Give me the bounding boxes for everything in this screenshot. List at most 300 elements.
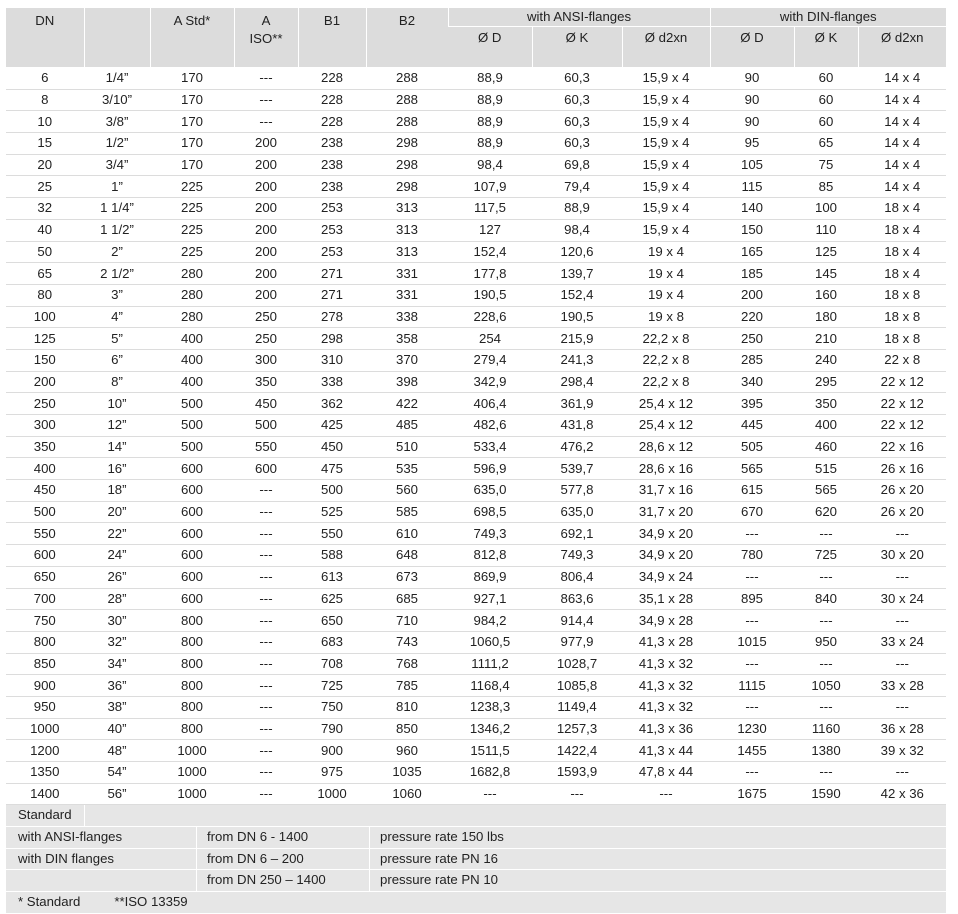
cell-din-k: 1380 (794, 740, 858, 762)
cell-din-d2xn: 18 x 4 (858, 219, 946, 241)
cell-ansi-d: 88,9 (448, 89, 532, 111)
cell-din-d: 1675 (710, 783, 794, 805)
cell-din-d2xn: 26 x 20 (858, 501, 946, 523)
cell-din-d2xn: 22 x 12 (858, 393, 946, 415)
cell-din-d: --- (710, 610, 794, 632)
table-row (6, 306, 946, 328)
table-row (6, 762, 946, 784)
cell-din-d: 165 (710, 241, 794, 263)
cell-din-k: --- (794, 610, 858, 632)
cell-din-k: 950 (794, 631, 858, 653)
cell-inch: 20” (84, 501, 150, 523)
cell-dn: 550 (6, 523, 84, 545)
cell-a-iso: --- (234, 653, 298, 675)
cell-b2: 850 (366, 718, 448, 740)
cell-b1: 253 (298, 198, 366, 220)
cell-din-k: 620 (794, 501, 858, 523)
cell-a-std: 600 (150, 458, 234, 480)
cell-a-iso: 250 (234, 328, 298, 350)
cell-b1: 362 (298, 393, 366, 415)
cell-a-iso: 200 (234, 284, 298, 306)
cell-din-d2xn: 14 x 4 (858, 111, 946, 133)
cell-ansi-d2xn: 19 x 4 (622, 263, 710, 285)
cell-a-iso: --- (234, 68, 298, 90)
cell-dn: 250 (6, 393, 84, 415)
cell-a-iso: 200 (234, 154, 298, 176)
cell-b2: 1035 (366, 762, 448, 784)
cell-din-k: 180 (794, 306, 858, 328)
cell-din-d2xn: 18 x 4 (858, 263, 946, 285)
cell-din-d: --- (710, 696, 794, 718)
cell-b1: 310 (298, 349, 366, 371)
cell-a-std: 1000 (150, 740, 234, 762)
table-row (6, 371, 946, 393)
cell-din-k: 725 (794, 545, 858, 567)
table-row (6, 241, 946, 263)
cell-din-d2xn: 14 x 4 (858, 176, 946, 198)
table-row (6, 349, 946, 371)
cell-din-k: 60 (794, 111, 858, 133)
cell-din-d: 220 (710, 306, 794, 328)
footer-ansi-pressure: pressure rate 150 lbs (369, 827, 946, 848)
cell-b1: 975 (298, 762, 366, 784)
cell-a-iso: 200 (234, 241, 298, 263)
cell-inch: 56” (84, 783, 150, 805)
cell-b1: 278 (298, 306, 366, 328)
cell-b2: 768 (366, 653, 448, 675)
header-b1: B1 (298, 8, 366, 68)
cell-ansi-k: 60,3 (532, 68, 622, 90)
cell-inch: 48” (84, 740, 150, 762)
table-body (6, 68, 946, 805)
cell-ansi-k: 60,3 (532, 89, 622, 111)
cell-a-std: 170 (150, 89, 234, 111)
table-row (6, 154, 946, 176)
cell-din-d: --- (710, 566, 794, 588)
header-ansi-k: Ø K (532, 27, 622, 68)
cell-din-k: 460 (794, 436, 858, 458)
cell-ansi-k: 749,3 (532, 545, 622, 567)
cell-ansi-d2xn: 22,2 x 8 (622, 328, 710, 350)
cell-a-std: 1000 (150, 783, 234, 805)
cell-b1: 588 (298, 545, 366, 567)
cell-b2: 810 (366, 696, 448, 718)
cell-ansi-k: 139,7 (532, 263, 622, 285)
cell-din-k: --- (794, 523, 858, 545)
cell-a-std: 800 (150, 718, 234, 740)
cell-din-d: 150 (710, 219, 794, 241)
cell-ansi-d: 1346,2 (448, 718, 532, 740)
cell-inch: 18” (84, 480, 150, 502)
cell-ansi-d: 635,0 (448, 480, 532, 502)
cell-b2: 288 (366, 111, 448, 133)
cell-ansi-d2xn: 15,9 x 4 (622, 154, 710, 176)
cell-ansi-d2xn: 41,3 x 32 (622, 653, 710, 675)
cell-a-std: 800 (150, 675, 234, 697)
cell-din-k: 295 (794, 371, 858, 393)
cell-din-d2xn: 18 x 8 (858, 284, 946, 306)
cell-dn: 950 (6, 696, 84, 718)
cell-b1: 228 (298, 68, 366, 90)
cell-inch: 3” (84, 284, 150, 306)
cell-ansi-d2xn: 31,7 x 20 (622, 501, 710, 523)
cell-inch: 34” (84, 653, 150, 675)
cell-ansi-k: 98,4 (532, 219, 622, 241)
cell-dn: 1400 (6, 783, 84, 805)
table-row (6, 675, 946, 697)
cell-din-d2xn: 26 x 16 (858, 458, 946, 480)
cell-ansi-d: 279,4 (448, 349, 532, 371)
cell-ansi-d2xn: 15,9 x 4 (622, 219, 710, 241)
cell-a-std: 400 (150, 371, 234, 393)
cell-dn: 750 (6, 610, 84, 632)
table-row (6, 501, 946, 523)
cell-ansi-d: 107,9 (448, 176, 532, 198)
cell-a-std: 280 (150, 306, 234, 328)
cell-ansi-k: 1028,7 (532, 653, 622, 675)
cell-b1: 750 (298, 696, 366, 718)
cell-ansi-k: --- (532, 783, 622, 805)
cell-b2: 398 (366, 371, 448, 393)
cell-ansi-d2xn: 28,6 x 12 (622, 436, 710, 458)
cell-din-d: 90 (710, 68, 794, 90)
cell-b2: 710 (366, 610, 448, 632)
cell-b1: 253 (298, 241, 366, 263)
footer-standard-spacer (84, 805, 946, 826)
cell-ansi-d2xn: 28,6 x 16 (622, 458, 710, 480)
cell-din-k: 125 (794, 241, 858, 263)
cell-din-d: 1230 (710, 718, 794, 740)
cell-b2: 673 (366, 566, 448, 588)
cell-din-d2xn: 22 x 8 (858, 349, 946, 371)
table-row (6, 219, 946, 241)
cell-din-d2xn: 18 x 4 (858, 198, 946, 220)
header-ansi-group: with ANSI-flanges (448, 8, 710, 27)
cell-ansi-k: 120,6 (532, 241, 622, 263)
cell-b2: 313 (366, 198, 448, 220)
cell-ansi-k: 577,8 (532, 480, 622, 502)
footer-din-label: with DIN flanges (18, 850, 115, 866)
cell-ansi-d2xn: 41,3 x 36 (622, 718, 710, 740)
cell-din-k: --- (794, 653, 858, 675)
cell-inch: 54” (84, 762, 150, 784)
cell-din-d2xn: 18 x 8 (858, 306, 946, 328)
cell-a-std: 600 (150, 523, 234, 545)
cell-ansi-d: 1682,8 (448, 762, 532, 784)
cell-b2: 331 (366, 284, 448, 306)
cell-din-d: 1015 (710, 631, 794, 653)
cell-dn: 600 (6, 545, 84, 567)
cell-b1: 425 (298, 415, 366, 437)
table-row (6, 415, 946, 437)
cell-inch: 3/10” (84, 89, 150, 111)
cell-din-d: 615 (710, 480, 794, 502)
table-row (6, 89, 946, 111)
cell-ansi-d: 98,4 (448, 154, 532, 176)
cell-b2: 298 (366, 176, 448, 198)
cell-din-d: 505 (710, 436, 794, 458)
cell-b2: 288 (366, 89, 448, 111)
cell-b1: 228 (298, 111, 366, 133)
cell-a-std: 1000 (150, 762, 234, 784)
cell-ansi-d: 406,4 (448, 393, 532, 415)
table-row (6, 610, 946, 632)
cell-b1: 338 (298, 371, 366, 393)
cell-b1: 271 (298, 284, 366, 306)
cell-din-k: 240 (794, 349, 858, 371)
cell-din-d2xn: 30 x 20 (858, 545, 946, 567)
cell-inch: 38” (84, 696, 150, 718)
cell-ansi-d2xn: 22,2 x 8 (622, 349, 710, 371)
cell-ansi-k: 1085,8 (532, 675, 622, 697)
cell-din-d: 1455 (710, 740, 794, 762)
cell-inch: 24” (84, 545, 150, 567)
cell-inch: 1/4” (84, 68, 150, 90)
cell-din-k: 145 (794, 263, 858, 285)
dimension-table-container (6, 8, 946, 914)
cell-a-std: 225 (150, 241, 234, 263)
cell-ansi-d: 177,8 (448, 263, 532, 285)
cell-a-iso: 300 (234, 349, 298, 371)
cell-ansi-d2xn: 47,8 x 44 (622, 762, 710, 784)
table-row (6, 436, 946, 458)
cell-ansi-d2xn: 25,4 x 12 (622, 393, 710, 415)
table-row (6, 696, 946, 718)
cell-inch: 1/2” (84, 133, 150, 155)
cell-b2: 785 (366, 675, 448, 697)
table-header (6, 8, 946, 68)
cell-inch: 30” (84, 610, 150, 632)
cell-ansi-d2xn: 19 x 4 (622, 284, 710, 306)
table-row (6, 653, 946, 675)
cell-a-std: 170 (150, 68, 234, 90)
cell-din-d2xn: 39 x 32 (858, 740, 946, 762)
cell-a-std: 800 (150, 696, 234, 718)
cell-a-std: 600 (150, 545, 234, 567)
cell-ansi-d: 1511,5 (448, 740, 532, 762)
footer-ansi-row (6, 827, 946, 849)
cell-din-d2xn: --- (858, 696, 946, 718)
cell-dn: 1200 (6, 740, 84, 762)
cell-a-iso: --- (234, 545, 298, 567)
cell-a-std: 600 (150, 588, 234, 610)
cell-a-iso: --- (234, 89, 298, 111)
cell-b2: 298 (366, 154, 448, 176)
cell-a-iso: --- (234, 718, 298, 740)
cell-a-iso: 200 (234, 176, 298, 198)
cell-b2: 585 (366, 501, 448, 523)
cell-din-d2xn: 18 x 8 (858, 328, 946, 350)
cell-din-d2xn: --- (858, 566, 946, 588)
cell-din-d2xn: --- (858, 762, 946, 784)
cell-b2: 298 (366, 133, 448, 155)
cell-ansi-k: 806,4 (532, 566, 622, 588)
cell-b2: 560 (366, 480, 448, 502)
cell-din-d2xn: 33 x 24 (858, 631, 946, 653)
footnote-standard: * Standard (18, 894, 81, 910)
header-a-iso: A ISO** (234, 8, 298, 68)
table-row (6, 176, 946, 198)
footnote-iso: **ISO 13359 (114, 894, 188, 910)
cell-inch: 28” (84, 588, 150, 610)
cell-ansi-d2xn: 19 x 8 (622, 306, 710, 328)
cell-ansi-d: 482,6 (448, 415, 532, 437)
table-row (6, 631, 946, 653)
cell-a-std: 170 (150, 133, 234, 155)
cell-ansi-k: 88,9 (532, 198, 622, 220)
header-ansi-d: Ø D (448, 27, 532, 68)
cell-din-d2xn: 14 x 4 (858, 154, 946, 176)
cell-ansi-k: 79,4 (532, 176, 622, 198)
cell-din-d: 250 (710, 328, 794, 350)
cell-ansi-k: 1257,3 (532, 718, 622, 740)
cell-ansi-d: 749,3 (448, 523, 532, 545)
cell-a-std: 170 (150, 111, 234, 133)
cell-b1: 1000 (298, 783, 366, 805)
cell-din-d2xn: 14 x 4 (858, 68, 946, 90)
table-row (6, 111, 946, 133)
cell-ansi-d2xn: 34,9 x 28 (622, 610, 710, 632)
cell-ansi-d2xn: 15,9 x 4 (622, 133, 710, 155)
cell-b1: 625 (298, 588, 366, 610)
cell-din-k: 565 (794, 480, 858, 502)
cell-a-iso: --- (234, 783, 298, 805)
cell-ansi-d2xn: 41,3 x 32 (622, 675, 710, 697)
cell-din-k: 100 (794, 198, 858, 220)
cell-b1: 683 (298, 631, 366, 653)
cell-ansi-d: 927,1 (448, 588, 532, 610)
cell-b2: 685 (366, 588, 448, 610)
cell-a-iso: 550 (234, 436, 298, 458)
cell-a-std: 600 (150, 501, 234, 523)
cell-din-d2xn: --- (858, 653, 946, 675)
header-b2: B2 (366, 8, 448, 68)
cell-inch: 4” (84, 306, 150, 328)
cell-din-d2xn: 26 x 20 (858, 480, 946, 502)
cell-din-d2xn: 33 x 28 (858, 675, 946, 697)
cell-din-d2xn: 42 x 36 (858, 783, 946, 805)
cell-ansi-k: 241,3 (532, 349, 622, 371)
header-din-group: with DIN-flanges (710, 8, 946, 27)
cell-ansi-d2xn: 15,9 x 4 (622, 89, 710, 111)
cell-din-d: --- (710, 523, 794, 545)
cell-dn: 32 (6, 198, 84, 220)
cell-dn: 8 (6, 89, 84, 111)
cell-b1: 500 (298, 480, 366, 502)
cell-dn: 125 (6, 328, 84, 350)
cell-b2: 610 (366, 523, 448, 545)
cell-ansi-k: 863,6 (532, 588, 622, 610)
footer-ansi-range: from DN 6 - 1400 (196, 827, 369, 848)
header-din-k: Ø K (794, 27, 858, 68)
cell-b1: 525 (298, 501, 366, 523)
cell-b1: 475 (298, 458, 366, 480)
cell-a-iso: --- (234, 740, 298, 762)
cell-a-std: 280 (150, 284, 234, 306)
cell-ansi-d: 1060,5 (448, 631, 532, 653)
cell-dn: 850 (6, 653, 84, 675)
cell-din-d: 140 (710, 198, 794, 220)
cell-a-std: 400 (150, 349, 234, 371)
cell-ansi-d: 984,2 (448, 610, 532, 632)
cell-inch: 16” (84, 458, 150, 480)
header-din-d: Ø D (710, 27, 794, 68)
cell-b2: 485 (366, 415, 448, 437)
cell-ansi-k: 476,2 (532, 436, 622, 458)
cell-din-k: 110 (794, 219, 858, 241)
cell-ansi-k: 1149,4 (532, 696, 622, 718)
cell-ansi-d: 1168,4 (448, 675, 532, 697)
cell-din-d2xn: 30 x 24 (858, 588, 946, 610)
cell-ansi-k: 152,4 (532, 284, 622, 306)
cell-a-std: 225 (150, 198, 234, 220)
footer-standard-row (6, 805, 946, 827)
cell-inch: 26” (84, 566, 150, 588)
cell-b1: 790 (298, 718, 366, 740)
cell-ansi-d: 190,5 (448, 284, 532, 306)
cell-inch: 22” (84, 523, 150, 545)
cell-b2: 510 (366, 436, 448, 458)
cell-ansi-d2xn: 34,9 x 20 (622, 545, 710, 567)
header-dn: DN (6, 8, 84, 68)
cell-ansi-d: 869,9 (448, 566, 532, 588)
cell-din-d2xn: 14 x 4 (858, 89, 946, 111)
cell-a-iso: 450 (234, 393, 298, 415)
cell-a-iso: --- (234, 566, 298, 588)
cell-a-std: 225 (150, 176, 234, 198)
cell-din-d2xn: 14 x 4 (858, 133, 946, 155)
cell-inch: 1” (84, 176, 150, 198)
cell-ansi-k: 539,7 (532, 458, 622, 480)
cell-din-d2xn: 22 x 12 (858, 415, 946, 437)
cell-dn: 1350 (6, 762, 84, 784)
cell-b1: 650 (298, 610, 366, 632)
cell-din-d: 115 (710, 176, 794, 198)
cell-b1: 613 (298, 566, 366, 588)
cell-a-std: 600 (150, 480, 234, 502)
cell-din-k: 160 (794, 284, 858, 306)
cell-ansi-d2xn: 15,9 x 4 (622, 198, 710, 220)
cell-dn: 10 (6, 111, 84, 133)
cell-a-std: 280 (150, 263, 234, 285)
footer-din-row-2 (6, 870, 946, 892)
cell-din-k: 400 (794, 415, 858, 437)
cell-b2: 331 (366, 263, 448, 285)
cell-dn: 25 (6, 176, 84, 198)
cell-ansi-d2xn: 34,9 x 24 (622, 566, 710, 588)
cell-din-k: 75 (794, 154, 858, 176)
cell-din-k: 60 (794, 89, 858, 111)
cell-ansi-k: 298,4 (532, 371, 622, 393)
cell-din-d: 670 (710, 501, 794, 523)
cell-a-iso: 250 (234, 306, 298, 328)
cell-dn: 65 (6, 263, 84, 285)
cell-ansi-d2xn: 22,2 x 8 (622, 371, 710, 393)
footer-din-pressure-1: pressure rate PN 16 (369, 849, 946, 870)
cell-din-d: 95 (710, 133, 794, 155)
cell-inch: 2 1/2” (84, 263, 150, 285)
table-row (6, 588, 946, 610)
cell-dn: 40 (6, 219, 84, 241)
cell-a-iso: --- (234, 631, 298, 653)
cell-b1: 725 (298, 675, 366, 697)
cell-din-k: --- (794, 762, 858, 784)
cell-ansi-k: 1593,9 (532, 762, 622, 784)
cell-din-k: 85 (794, 176, 858, 198)
cell-inch: 5” (84, 328, 150, 350)
cell-ansi-d2xn: 15,9 x 4 (622, 176, 710, 198)
cell-inch: 40” (84, 718, 150, 740)
